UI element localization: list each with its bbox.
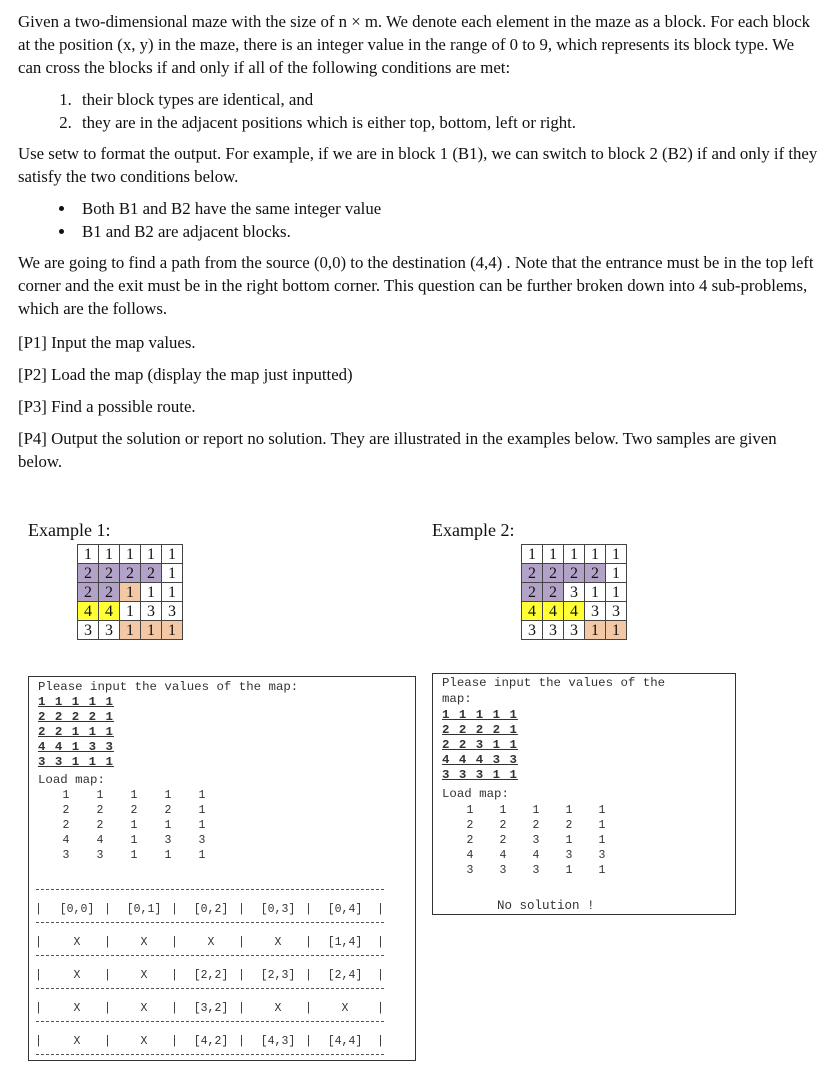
input-row: 2 2 3 1 1 <box>442 738 518 752</box>
intro-paragraph: Given a two-dimensional maze with the size of n × m. We denote each element in the maze as a block. For each block at the position (x, y) in the maze, there is an integer value in the range of 0 to 9, which represents its block type. We can cross the blocks if and only if all of the following conditions are met: <box>18 12 811 77</box>
route-cell: [4,4] <box>327 1035 363 1048</box>
grid-row <box>522 564 627 583</box>
map-value: 2 <box>499 834 507 847</box>
map-value: 3 <box>198 834 206 847</box>
bullet-list <box>18 197 818 243</box>
grid-row <box>522 621 627 640</box>
grid-cell: 1 <box>162 545 183 564</box>
task-p3: [P3] Find a possible route. <box>18 397 196 416</box>
example1-title: Example 1: <box>28 520 111 540</box>
map-value: 3 <box>565 849 573 862</box>
grid-cell: 1 <box>141 621 162 640</box>
bullet-item: • Both B1 and B2 have the same integer value <box>76 197 818 220</box>
route-cell: [1,4] <box>327 936 363 949</box>
grid-cell: 1 <box>120 602 141 621</box>
column-separator: | <box>238 936 245 949</box>
column-separator: | <box>305 1035 312 1048</box>
grid-cell: 1 <box>606 583 627 602</box>
grid-row <box>78 621 183 640</box>
divider <box>36 988 384 989</box>
column-separator: | <box>305 903 312 916</box>
map-value: 1 <box>198 804 206 817</box>
map-value: 1 <box>62 789 70 802</box>
map-value: 1 <box>598 864 606 877</box>
input-row: 3 3 3 1 1 <box>442 768 518 782</box>
grid-cell: 3 <box>99 621 120 640</box>
route-cell: X <box>140 1002 148 1015</box>
column-separator: | <box>377 903 384 916</box>
grid-cell: 1 <box>120 545 141 564</box>
example1-console <box>28 676 416 1061</box>
map-value: 4 <box>499 849 507 862</box>
grid-cell: 1 <box>162 583 183 602</box>
route-cell: [0,3] <box>260 903 296 916</box>
grid-cell: 3 <box>162 602 183 621</box>
divider <box>36 922 384 923</box>
example2-grid <box>521 544 627 640</box>
column-separator: | <box>377 1035 384 1048</box>
map-value: 2 <box>62 804 70 817</box>
route-cell: [2,3] <box>260 969 296 982</box>
map-value: 1 <box>164 789 172 802</box>
map-value: 1 <box>198 849 206 862</box>
grid-row <box>522 583 627 602</box>
column-separator: | <box>35 1002 42 1015</box>
map-value: 1 <box>198 789 206 802</box>
column-separator: | <box>305 1002 312 1015</box>
grid-cell: 3 <box>606 602 627 621</box>
task-p1: [P1] Input the map values. <box>18 333 196 352</box>
path-paragraph: We are going to find a path from the source (0,0) to the destination (4,4) . Note that the entrance must be in the top left corner and the exit must be in the right bottom corner. This question can be further broken down into 4 sub-problems, which are the follows. <box>18 253 814 318</box>
map-value: 4 <box>62 834 70 847</box>
load-map-label: Load map: <box>442 787 509 801</box>
grid-row <box>78 545 183 564</box>
column-separator: | <box>35 903 42 916</box>
grid-cell: 2 <box>141 564 162 583</box>
map-value: 4 <box>96 834 104 847</box>
route-cell: [0,1] <box>126 903 162 916</box>
column-separator: | <box>35 1035 42 1048</box>
divider <box>36 1021 384 1022</box>
example2-console <box>432 673 736 915</box>
task-p2: [P2] Load the map (display the map just inputted) <box>18 365 353 384</box>
route-cell: [0,0] <box>59 903 95 916</box>
map-value: 2 <box>96 819 104 832</box>
input-row: 4 4 4 3 3 <box>442 753 518 767</box>
column-separator: | <box>35 936 42 949</box>
grid-cell: 3 <box>564 621 585 640</box>
grid-cell: 2 <box>564 564 585 583</box>
grid-cell: 1 <box>162 621 183 640</box>
map-value: 1 <box>198 819 206 832</box>
grid-row <box>78 583 183 602</box>
route-cell: X <box>140 936 148 949</box>
input-row: 1 1 1 1 1 <box>38 695 114 709</box>
problem-statement <box>18 10 818 482</box>
route-cell: X <box>73 969 81 982</box>
column-separator: | <box>377 969 384 982</box>
map-value: 1 <box>598 804 606 817</box>
grid-cell: 1 <box>606 621 627 640</box>
column-separator: | <box>104 969 111 982</box>
map-value: 3 <box>62 849 70 862</box>
grid-cell: 1 <box>543 545 564 564</box>
map-value: 3 <box>466 864 474 877</box>
grid-cell: 1 <box>585 545 606 564</box>
route-cell: X <box>274 1002 282 1015</box>
divider <box>36 1054 384 1055</box>
map-value: 2 <box>466 819 474 832</box>
route-cell: X <box>73 1002 81 1015</box>
grid-cell: 1 <box>606 545 627 564</box>
column-separator: | <box>104 936 111 949</box>
route-cell: X <box>73 1035 81 1048</box>
map-value: 1 <box>532 804 540 817</box>
grid-row <box>78 564 183 583</box>
grid-cell: 2 <box>120 564 141 583</box>
grid-cell: 2 <box>585 564 606 583</box>
grid-cell: 2 <box>78 583 99 602</box>
column-separator: | <box>104 903 111 916</box>
map-value: 2 <box>565 819 573 832</box>
grid-cell: 3 <box>522 621 543 640</box>
map-value: 3 <box>598 849 606 862</box>
grid-cell: 2 <box>522 564 543 583</box>
conditions-list <box>18 88 818 134</box>
grid-cell: 2 <box>543 583 564 602</box>
input-prompt-cont: map: <box>442 692 472 706</box>
grid-cell: 3 <box>141 602 162 621</box>
input-prompt: Please input the values of the map: <box>38 680 299 694</box>
no-solution-message: No solution ! <box>497 899 595 913</box>
input-row: 3 3 1 1 1 <box>38 755 114 769</box>
map-value: 1 <box>499 804 507 817</box>
map-value: 3 <box>164 834 172 847</box>
column-separator: | <box>171 969 178 982</box>
route-cell: [2,4] <box>327 969 363 982</box>
map-value: 1 <box>598 834 606 847</box>
map-value: 1 <box>130 819 138 832</box>
grid-cell: 4 <box>99 602 120 621</box>
column-separator: | <box>104 1002 111 1015</box>
grid-row <box>522 545 627 564</box>
route-cell: X <box>73 936 81 949</box>
condition-item: 2. they are in the adjacent positions which is either top, bottom, left or right. <box>76 111 818 134</box>
route-cell: [0,2] <box>193 903 229 916</box>
route-cell: X <box>140 1035 148 1048</box>
grid-cell: 1 <box>120 583 141 602</box>
input-prompt: Please input the values of the <box>442 676 666 690</box>
route-cell: X <box>140 969 148 982</box>
grid-cell: 1 <box>78 545 99 564</box>
input-row: 1 1 1 1 1 <box>442 708 518 722</box>
route-cell: [0,4] <box>327 903 363 916</box>
route-cell: [4,2] <box>193 1035 229 1048</box>
grid-cell: 1 <box>564 545 585 564</box>
map-value: 2 <box>466 834 474 847</box>
route-cell: X <box>341 1002 349 1015</box>
column-separator: | <box>171 1002 178 1015</box>
route-cell: [4,3] <box>260 1035 296 1048</box>
grid-cell: 1 <box>141 583 162 602</box>
grid-row <box>522 602 627 621</box>
map-value: 2 <box>532 819 540 832</box>
route-cell: X <box>274 936 282 949</box>
bullet-item: • B1 and B2 are adjacent blocks. <box>76 220 818 243</box>
map-value: 1 <box>565 834 573 847</box>
grid-cell: 1 <box>606 564 627 583</box>
task-p4: [P4] Output the solution or report no solution. They are illustrated in the examples below. Two samples are given below. <box>18 429 777 471</box>
grid-cell: 3 <box>543 621 564 640</box>
grid-cell: 3 <box>564 583 585 602</box>
map-value: 2 <box>96 804 104 817</box>
column-separator: | <box>305 969 312 982</box>
map-value: 1 <box>130 789 138 802</box>
map-value: 2 <box>130 804 138 817</box>
map-value: 2 <box>62 819 70 832</box>
grid-cell: 2 <box>99 564 120 583</box>
column-separator: | <box>238 969 245 982</box>
column-separator: | <box>238 1035 245 1048</box>
map-value: 1 <box>598 819 606 832</box>
map-value: 3 <box>532 834 540 847</box>
setw-paragraph: Use setw to format the output. For example, if we are in block 1 (B1), we can switch to block 2 (B2) if and only if they satisfy the two conditions below. <box>18 144 818 186</box>
grid-row <box>78 602 183 621</box>
column-separator: | <box>377 936 384 949</box>
map-value: 1 <box>565 864 573 877</box>
map-value: 1 <box>130 834 138 847</box>
grid-cell: 1 <box>522 545 543 564</box>
grid-cell: 4 <box>78 602 99 621</box>
map-value: 1 <box>164 849 172 862</box>
column-separator: | <box>238 903 245 916</box>
grid-cell: 4 <box>543 602 564 621</box>
grid-cell: 2 <box>543 564 564 583</box>
column-separator: | <box>171 903 178 916</box>
column-separator: | <box>171 936 178 949</box>
input-row: 2 2 2 2 1 <box>38 710 114 724</box>
grid-cell: 3 <box>585 602 606 621</box>
map-value: 1 <box>96 789 104 802</box>
grid-cell: 2 <box>99 583 120 602</box>
map-value: 2 <box>499 819 507 832</box>
example1-grid <box>77 544 183 640</box>
input-row: 2 2 1 1 1 <box>38 725 114 739</box>
column-separator: | <box>35 969 42 982</box>
map-value: 4 <box>532 849 540 862</box>
map-value: 1 <box>466 804 474 817</box>
grid-cell: 1 <box>141 545 162 564</box>
divider <box>36 889 384 890</box>
map-value: 1 <box>164 819 172 832</box>
route-cell: [2,2] <box>193 969 229 982</box>
example2-title: Example 2: <box>432 520 515 540</box>
grid-cell: 1 <box>585 583 606 602</box>
divider <box>36 955 384 956</box>
grid-cell: 2 <box>78 564 99 583</box>
grid-cell: 1 <box>162 564 183 583</box>
map-value: 2 <box>164 804 172 817</box>
input-row: 4 4 1 3 3 <box>38 740 114 754</box>
column-separator: | <box>171 1035 178 1048</box>
column-separator: | <box>238 1002 245 1015</box>
route-cell: [3,2] <box>193 1002 229 1015</box>
map-value: 3 <box>499 864 507 877</box>
grid-cell: 1 <box>99 545 120 564</box>
grid-cell: 2 <box>522 583 543 602</box>
map-value: 1 <box>130 849 138 862</box>
grid-cell: 1 <box>585 621 606 640</box>
grid-cell: 4 <box>522 602 543 621</box>
map-value: 3 <box>532 864 540 877</box>
map-value: 1 <box>565 804 573 817</box>
load-map-label: Load map: <box>38 773 105 787</box>
route-cell: X <box>207 936 215 949</box>
column-separator: | <box>305 936 312 949</box>
map-value: 3 <box>96 849 104 862</box>
grid-cell: 1 <box>120 621 141 640</box>
map-value: 4 <box>466 849 474 862</box>
grid-cell: 4 <box>564 602 585 621</box>
grid-cell: 3 <box>78 621 99 640</box>
condition-item: 1. their block types are identical, and <box>76 88 818 111</box>
input-row: 2 2 2 2 1 <box>442 723 518 737</box>
column-separator: | <box>104 1035 111 1048</box>
column-separator: | <box>377 1002 384 1015</box>
